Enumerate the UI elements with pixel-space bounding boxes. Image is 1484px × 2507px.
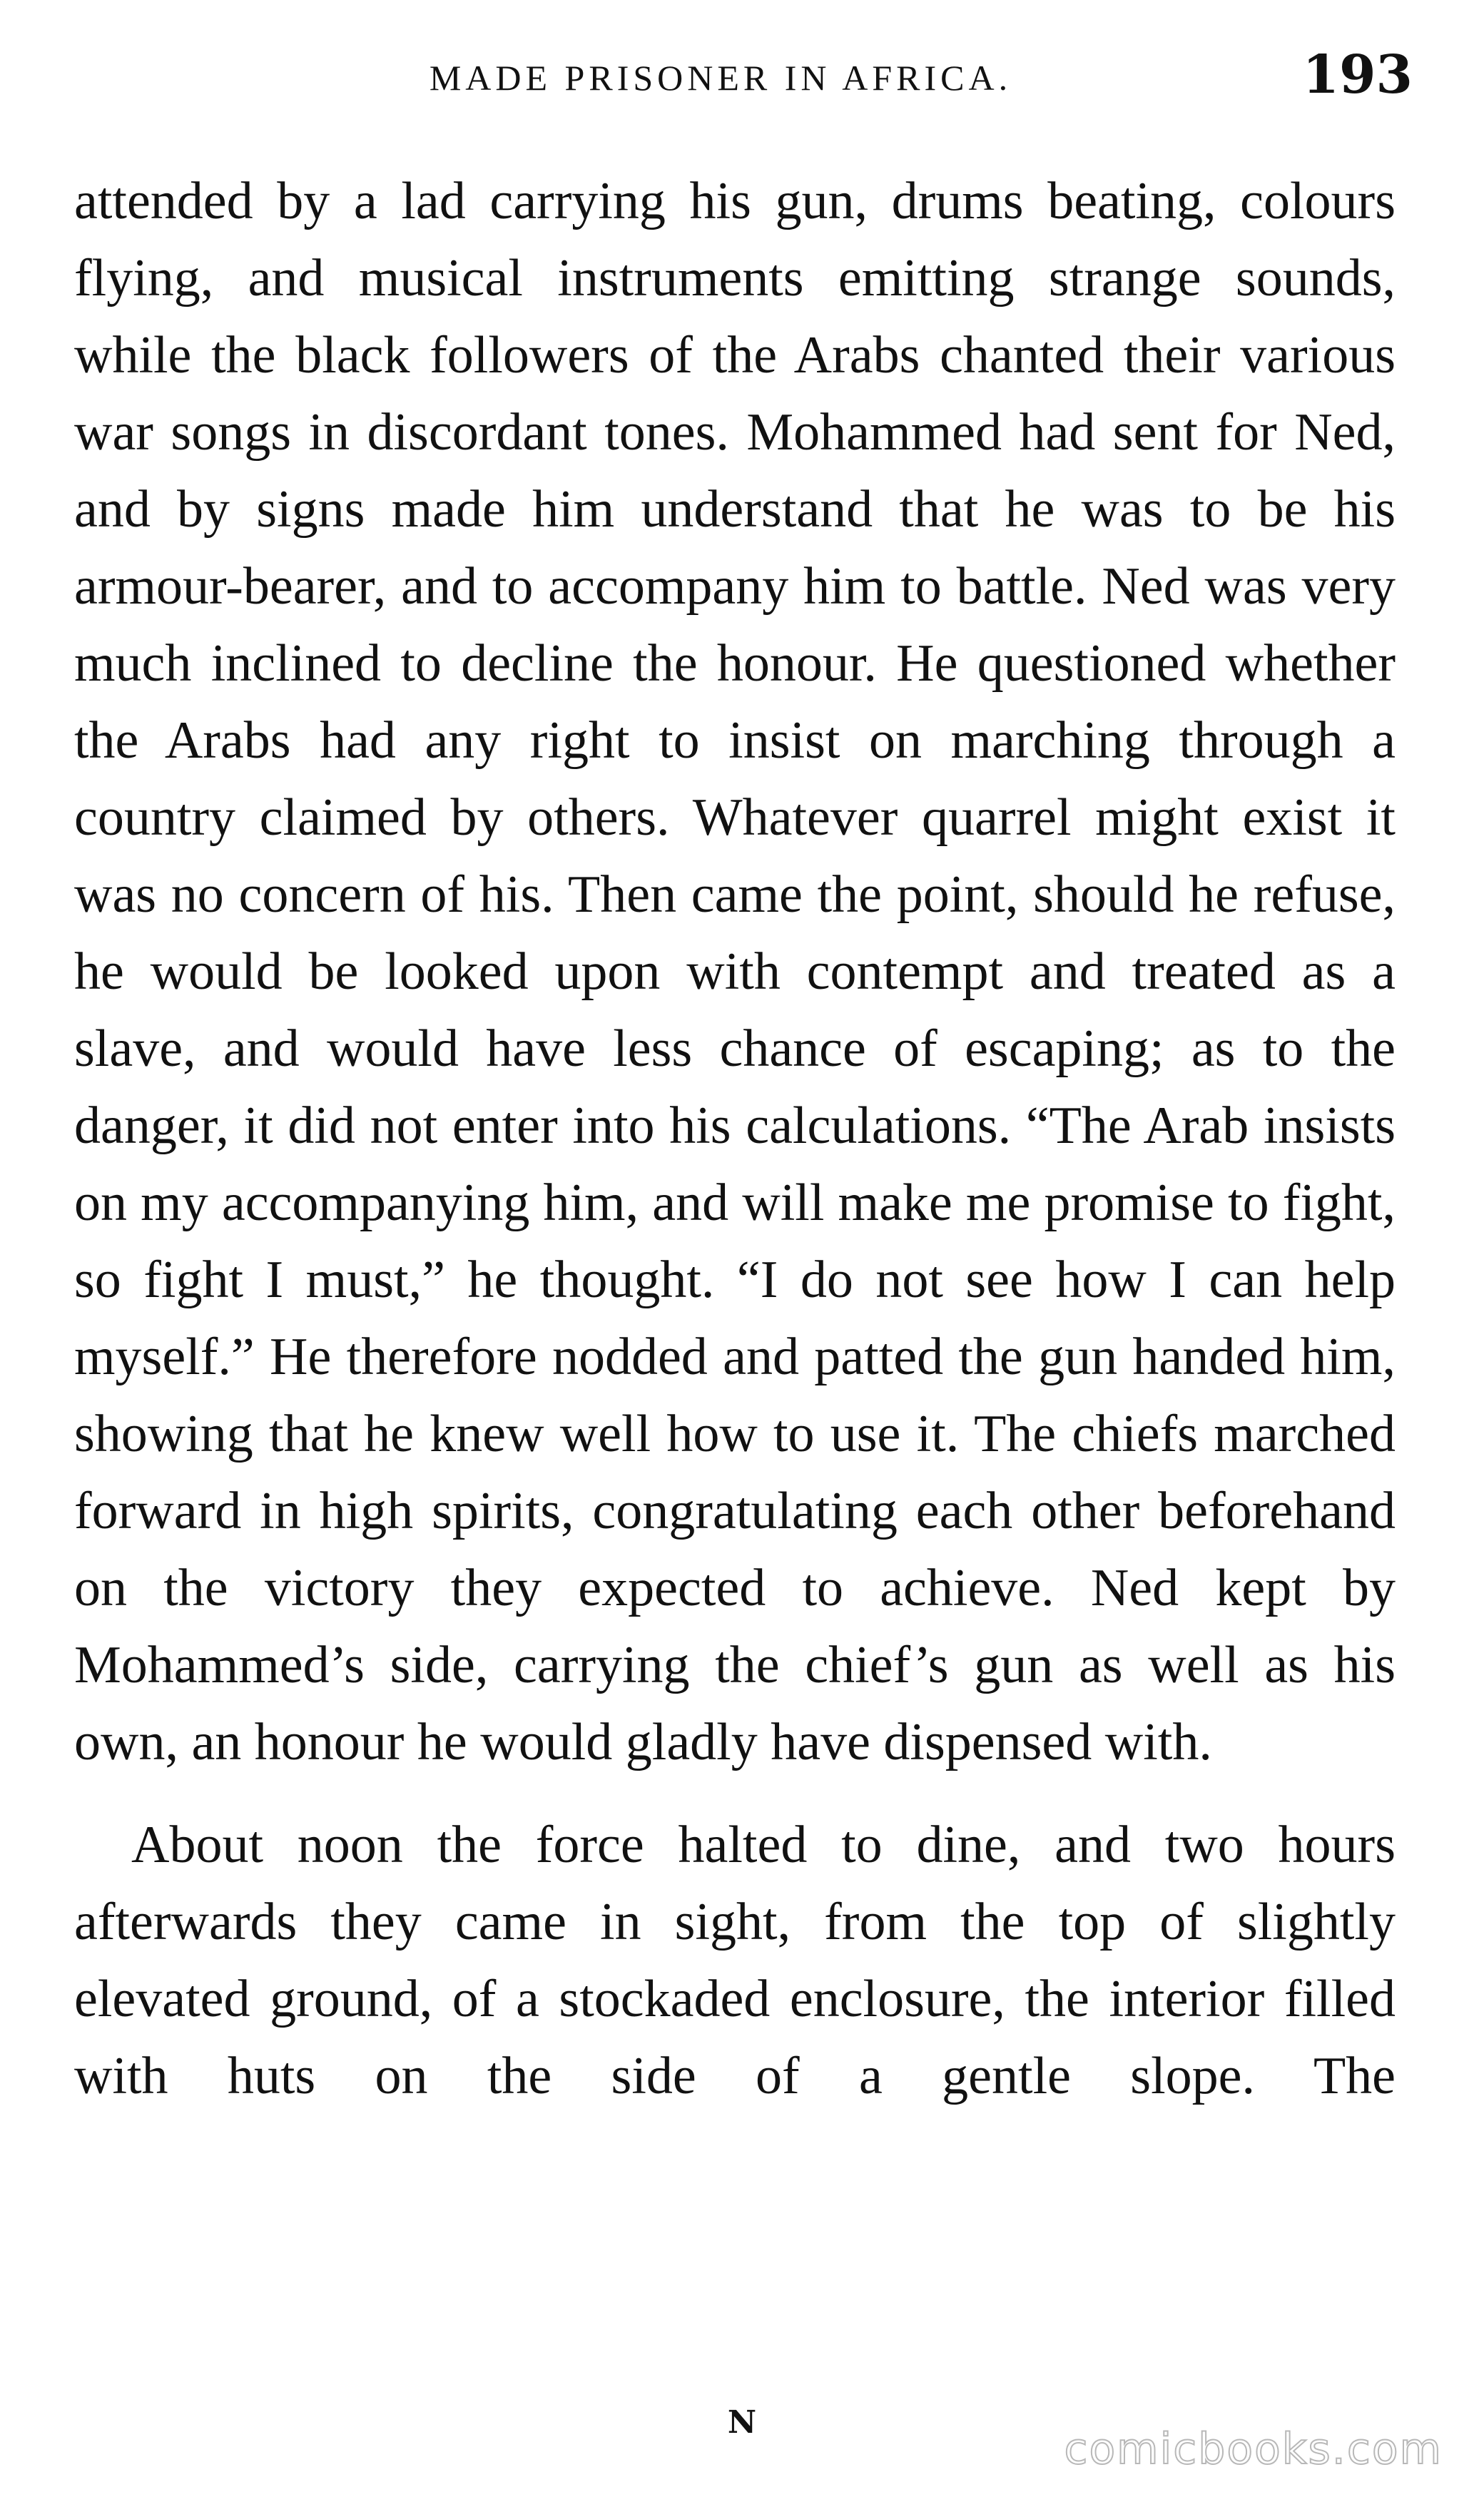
watermark-logo: comicbooks.com	[1064, 2424, 1443, 2474]
page-number: 193	[1302, 44, 1413, 106]
body-text	[74, 163, 1396, 2115]
running-title: MADE PRISONER IN AFRICA.	[429, 58, 1012, 98]
running-head	[71, 44, 1413, 123]
paragraph-1: attended by a lad carrying his gun, drums beating, colours flying, and musical instruments emitting strange sounds, while the black followers of the Arabs chanted their various war songs in discordant tones. Mohammed had sent for Ned, and by signs made him understand that he was to be his armour-bearer, and to accompany him to battle. Ned was very much inclined to decline the honour. He questioned whether the Arabs had any right to insist on marching through a country claimed by others. Whatever quarrel might exist it was no concern of his. Then came the point, should he refuse, he would be looked upon with contempt and treated as a slave, and would have less chance of escaping; as to the danger, it did not enter into his calculations. “The Arab insists on my accompanying him, and will make me promise to fight, so fight I must,” he thought. “I do not see how I can help myself.” He therefore nodded and patted the gun handed him, showing that he knew well how to use it. The chiefs marched forward in high spirits, congratulating each other beforehand on the victory they expected to achieve. Ned kept by Mohammed’s side, carrying the chief’s gun as well as his own, an honour he would gladly have dispensed with.	[74, 172, 1396, 1771]
paragraph-2: About noon the force halted to dine, and two hours afterwards they came in sight, from the top of slightly elevated ground, of a stockaded enclosure, the interior filled with huts on the side of a gentle slope. The	[74, 1816, 1396, 2105]
signature-mark: N	[727, 2404, 757, 2441]
